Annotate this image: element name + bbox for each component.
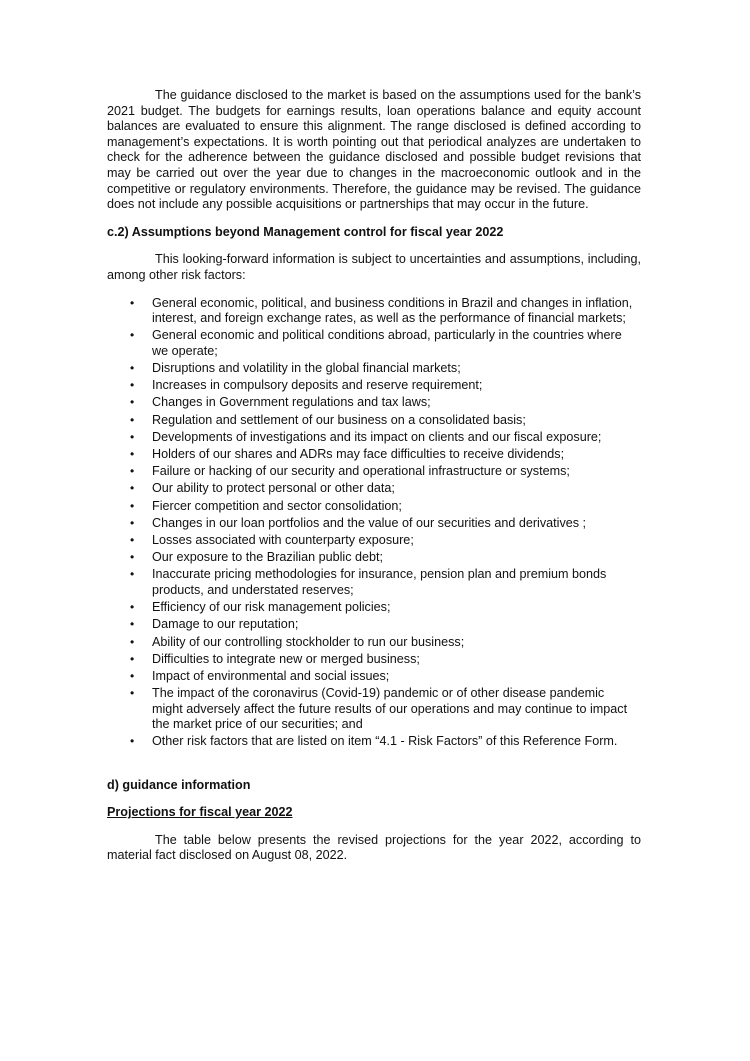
list-item-text: Changes in our loan portfolios and the value of our securities and derivatives ; [152, 515, 587, 530]
list-item-text: The impact of the coronavirus (Covid-19) pandemic or of other disease pandemic might adversely affect the future results of our operations and may continue to impact the market price of our securities; and [152, 686, 628, 732]
list-item [107, 413, 641, 429]
bullet-icon: • [130, 686, 135, 701]
list-item-text: Failure or hacking of our security and operational infrastructure or systems; [152, 464, 570, 479]
bullet-icon: • [130, 668, 135, 683]
bullet-icon: • [130, 412, 135, 427]
list-item-text: General economic and political conditions abroad, particularly in the countries where we operate; [152, 328, 622, 358]
list-item [107, 464, 641, 480]
bullet-icon: • [130, 567, 135, 582]
list-item-text: Efficiency of our risk management policies; [152, 600, 391, 615]
section-d-subheading: Projections for fiscal year 2022 [107, 805, 293, 820]
list-item-text: Increases in compulsory deposits and reserve requirement; [152, 378, 483, 393]
list-item [107, 447, 641, 463]
bullet-icon: • [130, 395, 135, 410]
spacer [107, 793, 641, 805]
list-item [107, 617, 641, 633]
list-item [107, 395, 641, 411]
list-item-text: Fiercer competition and sector consolidation; [152, 498, 402, 513]
list-item-text: Our exposure to the Brazilian public debt; [152, 550, 384, 565]
list-item [107, 635, 641, 651]
spacer [107, 213, 641, 225]
bullet-icon: • [130, 550, 135, 565]
intro-paragraph: The guidance disclosed to the market is based on the assumptions used for the bank’s 2021 budget. The budgets for earnings results, loan operations balance and equity account balances are evaluated to ensure this alignment. The range disclosed is defined according to management’s expectations. It is worth pointing out that periodical analyzes are undertaken to check for the adherence between the guidance disclosed and possible budget revisions that may be carried out over the year due to changes in the macroeconomic outlook and in the competitive or regulatory environments. Therefore, the guidance may be revised. The guidance does not include any possible acquisitions or partnerships that may occur in the future. [107, 88, 641, 212]
bullet-icon: • [130, 481, 135, 496]
list-item [107, 481, 641, 497]
list-item-text: Other risk factors that are listed on item “4.1 - Risk Factors” of this Reference Form. [152, 734, 618, 749]
list-item [107, 499, 641, 515]
section-c2-intro: This looking-forward information is subject to uncertainties and assumptions, including, among other risk factors: [107, 252, 641, 282]
spacer [107, 752, 641, 778]
list-item [107, 533, 641, 549]
list-item [107, 734, 641, 750]
bullet-icon: • [130, 634, 135, 649]
list-item-text: Developments of investigations and its impact on clients and our fiscal exposure; [152, 429, 602, 444]
list-item-text: Disruptions and volatility in the global financial markets; [152, 361, 461, 376]
list-item-text: Holders of our shares and ADRs may face difficulties to receive dividends; [152, 447, 565, 462]
list-item-text: Damage to our reputation; [152, 617, 299, 632]
list-item [107, 567, 641, 598]
list-item [107, 430, 641, 446]
section-d-heading: d) guidance information [107, 777, 251, 792]
list-item [107, 328, 641, 359]
bullet-icon: • [130, 464, 135, 479]
bullet-icon: • [130, 617, 135, 632]
section-c2-heading: c.2) Assumptions beyond Management control for fiscal year 2022 [107, 224, 504, 239]
section-d-paragraph: The table below presents the revised projections for the year 2022, according to material fact disclosed on August 08, 2022. [107, 832, 641, 863]
bullet-icon: • [130, 295, 135, 310]
list-item-text: General economic, political, and business conditions in Brazil and changes in inflation, interest, and foreign exchange rates, as well as the performance of financial markets; [152, 295, 633, 326]
bullet-icon: • [130, 515, 135, 530]
list-item [107, 669, 641, 685]
bullet-icon: • [130, 429, 135, 444]
list-item-text: Ability of our controlling stockholder to run our business; [152, 634, 465, 649]
list-item [107, 516, 641, 532]
bullet-icon: • [130, 600, 135, 615]
risk-factor-list [107, 296, 641, 751]
bullet-icon: • [130, 734, 135, 749]
list-item [107, 361, 641, 377]
bullet-icon: • [130, 378, 135, 393]
list-item-text: Difficulties to integrate new or merged business; [152, 651, 420, 666]
list-item-text: Inaccurate pricing methodologies for insurance, pension plan and premium bonds products, and understated reserves; [152, 567, 607, 597]
bullet-icon: • [130, 447, 135, 462]
bullet-icon: • [130, 498, 135, 513]
list-item [107, 652, 641, 668]
bullet-icon: • [130, 361, 135, 376]
list-item-text: Our ability to protect personal or other data; [152, 481, 395, 496]
list-item [107, 296, 641, 327]
bullet-icon: • [130, 532, 135, 547]
spacer [107, 240, 641, 252]
list-item [107, 378, 641, 394]
list-item [107, 550, 641, 566]
list-item-text: Impact of environmental and social issues; [152, 668, 390, 683]
bullet-icon: • [130, 651, 135, 666]
list-item-text: Changes in Government regulations and tax laws; [152, 395, 431, 410]
list-item-text: Regulation and settlement of our business on a consolidated basis; [152, 412, 526, 427]
spacer [107, 821, 641, 833]
document-page [107, 88, 641, 864]
list-item [107, 600, 641, 616]
bullet-icon: • [130, 328, 135, 343]
list-item [107, 686, 641, 733]
spacer [107, 284, 641, 296]
list-item-text: Losses associated with counterparty exposure; [152, 532, 414, 547]
